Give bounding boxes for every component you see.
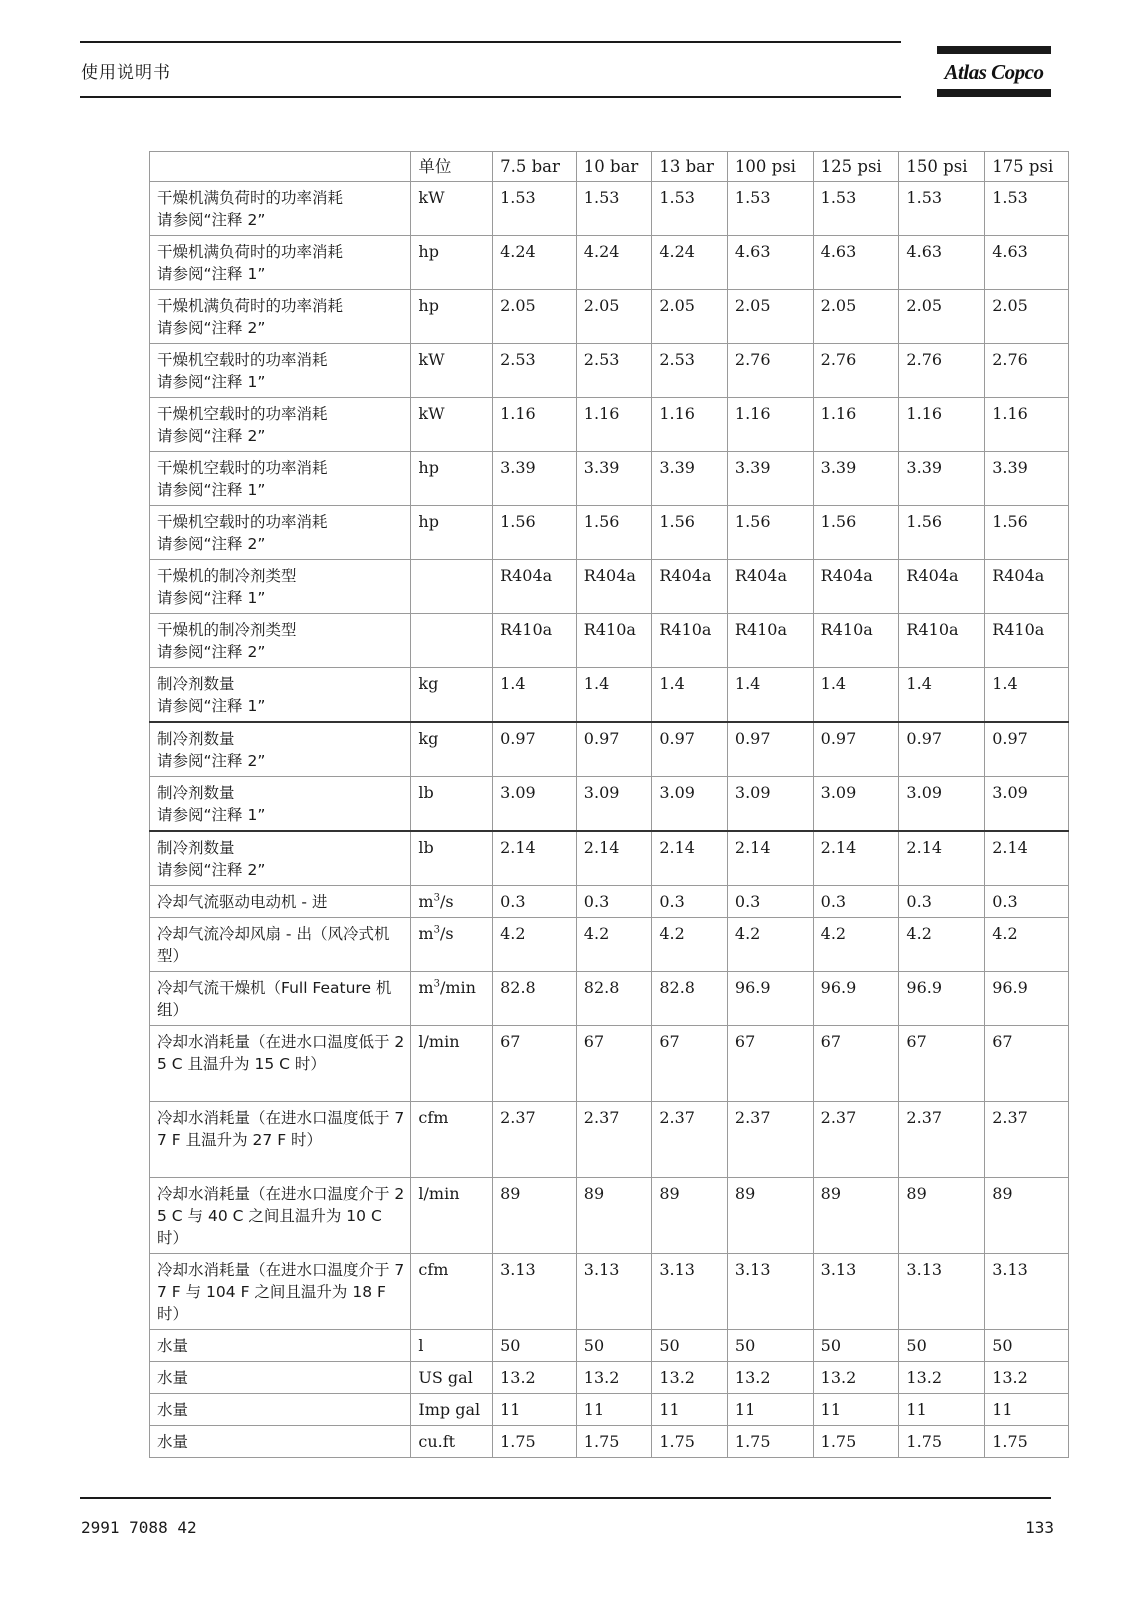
value-cell: 1.16 (493, 398, 577, 452)
value-cell: 67 (493, 1026, 577, 1102)
value-cell: 0.3 (576, 886, 652, 918)
header-cell: 175 psi (985, 152, 1069, 182)
value-cell: 50 (493, 1330, 577, 1362)
value-cell: 3.13 (899, 1254, 985, 1330)
value-cell: 1.53 (813, 182, 899, 236)
value-cell: 13.2 (652, 1362, 728, 1394)
value-cell: 3.13 (493, 1254, 577, 1330)
parameter-cell: 干燥机满负荷时的功率消耗 请参阅“注释 1” (150, 236, 411, 290)
table-row (150, 452, 1069, 506)
value-cell: 89 (493, 1178, 577, 1254)
parameter-cell: 制冷剂数量 请参阅“注释 1” (150, 668, 411, 723)
footer-rule (80, 1497, 1051, 1499)
value-cell: 2.76 (985, 344, 1069, 398)
value-cell: 2.14 (985, 831, 1069, 886)
value-cell: 11 (576, 1394, 652, 1426)
table-row (150, 1426, 1069, 1458)
value-cell: 0.3 (652, 886, 728, 918)
value-cell: 2.76 (899, 344, 985, 398)
value-cell: 1.53 (652, 182, 728, 236)
parameter-cell: 冷却气流驱动电动机 - 进 (150, 886, 411, 918)
value-cell: 1.4 (727, 668, 813, 723)
value-cell: R410a (813, 614, 899, 668)
value-cell: 2.14 (727, 831, 813, 886)
value-cell: 1.53 (727, 182, 813, 236)
value-cell: 0.97 (493, 722, 577, 777)
value-cell: 13.2 (985, 1362, 1069, 1394)
value-cell: 2.05 (652, 290, 728, 344)
value-cell: 13.2 (727, 1362, 813, 1394)
value-cell: 0.97 (899, 722, 985, 777)
value-cell: 96.9 (727, 972, 813, 1026)
logo-wordmark: Atlas Copco (944, 60, 1044, 84)
value-cell: 3.09 (985, 777, 1069, 832)
header-top-rule (80, 41, 901, 43)
unit-base: m (418, 892, 434, 911)
value-cell: 3.09 (899, 777, 985, 832)
value-cell: R410a (493, 614, 577, 668)
value-cell: 96.9 (899, 972, 985, 1026)
value-cell: 3.39 (652, 452, 728, 506)
value-cell: 89 (813, 1178, 899, 1254)
value-cell: 1.4 (652, 668, 728, 723)
table-row (150, 290, 1069, 344)
value-cell: 2.05 (985, 290, 1069, 344)
unit-cell: l/min (411, 1026, 493, 1102)
value-cell: R404a (899, 560, 985, 614)
value-cell: R404a (985, 560, 1069, 614)
value-cell: 4.24 (576, 236, 652, 290)
value-cell: 2.14 (813, 831, 899, 886)
value-cell: 1.16 (813, 398, 899, 452)
value-cell: 0.97 (652, 722, 728, 777)
table-row (150, 1330, 1069, 1362)
parameter-cell: 制冷剂数量 请参阅“注释 2” (150, 722, 411, 777)
value-cell: 1.75 (727, 1426, 813, 1458)
header-cell: 13 bar (652, 152, 728, 182)
value-cell: 2.14 (493, 831, 577, 886)
unit-cell: hp (411, 506, 493, 560)
value-cell: 11 (813, 1394, 899, 1426)
unit-cell: kg (411, 668, 493, 723)
value-cell: 82.8 (493, 972, 577, 1026)
value-cell: R404a (813, 560, 899, 614)
value-cell: 50 (985, 1330, 1069, 1362)
value-cell: 3.13 (576, 1254, 652, 1330)
value-cell: 3.13 (813, 1254, 899, 1330)
parameter-cell: 冷却水消耗量（在进水口温度低于 25 C 且温升为 15 C 时） (150, 1026, 411, 1102)
value-cell: 1.4 (813, 668, 899, 723)
value-cell: 2.05 (813, 290, 899, 344)
value-cell: 2.37 (727, 1102, 813, 1178)
unit-cell: kW (411, 398, 493, 452)
value-cell: R404a (493, 560, 577, 614)
unit-cell (411, 614, 493, 668)
parameter-cell: 水量 (150, 1330, 411, 1362)
unit-cell: US gal (411, 1362, 493, 1394)
value-cell: 11 (493, 1394, 577, 1426)
table-row (150, 1254, 1069, 1330)
value-cell: 50 (899, 1330, 985, 1362)
parameter-cell: 水量 (150, 1362, 411, 1394)
value-cell: 0.3 (727, 886, 813, 918)
value-cell: 2.05 (899, 290, 985, 344)
value-cell: 67 (727, 1026, 813, 1102)
header-cell: 150 psi (899, 152, 985, 182)
value-cell: 1.4 (576, 668, 652, 723)
value-cell: 1.56 (727, 506, 813, 560)
value-cell: 1.53 (493, 182, 577, 236)
unit-base: m (418, 924, 434, 943)
unit-cell (411, 886, 493, 918)
value-cell: 4.24 (493, 236, 577, 290)
parameter-cell: 干燥机的制冷剂类型 请参阅“注释 1” (150, 560, 411, 614)
parameter-cell: 冷却气流干燥机（Full Feature 机组） (150, 972, 411, 1026)
value-cell: R410a (652, 614, 728, 668)
value-cell: 1.53 (576, 182, 652, 236)
value-cell: 89 (652, 1178, 728, 1254)
unit-cell: hp (411, 452, 493, 506)
table-row (150, 777, 1069, 832)
header-cell: 10 bar (576, 152, 652, 182)
value-cell: 3.09 (493, 777, 577, 832)
value-cell: 67 (576, 1026, 652, 1102)
value-cell: 2.37 (652, 1102, 728, 1178)
value-cell: 89 (576, 1178, 652, 1254)
value-cell: 3.13 (985, 1254, 1069, 1330)
value-cell: 3.09 (813, 777, 899, 832)
value-cell: 1.53 (985, 182, 1069, 236)
value-cell: 4.2 (576, 918, 652, 972)
table-row (150, 1178, 1069, 1254)
unit-exponent: 3 (433, 924, 440, 936)
value-cell: 1.16 (985, 398, 1069, 452)
table-row (150, 1026, 1069, 1102)
unit-cell: cu.ft (411, 1426, 493, 1458)
unit-cell: cfm (411, 1254, 493, 1330)
value-cell: 67 (985, 1026, 1069, 1102)
value-cell: R404a (576, 560, 652, 614)
value-cell: 0.3 (899, 886, 985, 918)
value-cell: 3.39 (985, 452, 1069, 506)
unit-cell (411, 972, 493, 1026)
header-bottom-rule (80, 96, 901, 98)
unit-tail: /min (439, 978, 476, 997)
value-cell: 3.39 (727, 452, 813, 506)
value-cell: 4.63 (985, 236, 1069, 290)
value-cell: 1.16 (576, 398, 652, 452)
value-cell: 2.76 (813, 344, 899, 398)
parameter-cell: 冷却水消耗量（在进水口温度介于 77 F 与 104 F 之间且温升为 18 F 时） (150, 1254, 411, 1330)
table-row (150, 614, 1069, 668)
value-cell: 1.4 (493, 668, 577, 723)
value-cell: 11 (899, 1394, 985, 1426)
value-cell: 0.97 (727, 722, 813, 777)
value-cell: 1.16 (727, 398, 813, 452)
table-row (150, 972, 1069, 1026)
value-cell: 2.53 (576, 344, 652, 398)
value-cell: 1.56 (813, 506, 899, 560)
unit-cell (411, 560, 493, 614)
parameter-cell: 冷却气流冷却风扇 - 出（风冷式机型） (150, 918, 411, 972)
value-cell: 1.75 (576, 1426, 652, 1458)
value-cell: 1.75 (652, 1426, 728, 1458)
unit-cell: hp (411, 290, 493, 344)
unit-tail: /s (439, 924, 454, 943)
parameter-cell: 冷却水消耗量（在进水口温度低于 77 F 且温升为 27 F 时） (150, 1102, 411, 1178)
parameter-cell: 干燥机空载时的功率消耗 请参阅“注释 2” (150, 398, 411, 452)
parameter-cell: 水量 (150, 1426, 411, 1458)
unit-cell: kg (411, 722, 493, 777)
value-cell: 1.16 (899, 398, 985, 452)
header-cell: 单位 (411, 152, 493, 182)
table-row (150, 182, 1069, 236)
parameter-cell: 干燥机的制冷剂类型 请参阅“注释 2” (150, 614, 411, 668)
table-row (150, 1394, 1069, 1426)
value-cell: R410a (899, 614, 985, 668)
value-cell: 2.37 (899, 1102, 985, 1178)
parameter-cell: 冷却水消耗量（在进水口温度介于 25 C 与 40 C 之间且温升为 10 C 时） (150, 1178, 411, 1254)
value-cell: 2.37 (985, 1102, 1069, 1178)
value-cell: 96.9 (985, 972, 1069, 1026)
unit-exponent: 3 (433, 892, 440, 904)
value-cell: 1.56 (985, 506, 1069, 560)
value-cell: 4.63 (813, 236, 899, 290)
value-cell: 2.76 (727, 344, 813, 398)
table-row (150, 344, 1069, 398)
value-cell: 50 (652, 1330, 728, 1362)
value-cell: 1.4 (985, 668, 1069, 723)
value-cell: 1.56 (899, 506, 985, 560)
value-cell: 2.37 (493, 1102, 577, 1178)
value-cell: 3.39 (493, 452, 577, 506)
value-cell: 1.75 (813, 1426, 899, 1458)
table-row (150, 668, 1069, 723)
unit-cell: l (411, 1330, 493, 1362)
value-cell: 1.75 (493, 1426, 577, 1458)
value-cell: 89 (985, 1178, 1069, 1254)
value-cell: 1.75 (985, 1426, 1069, 1458)
value-cell: 3.39 (813, 452, 899, 506)
value-cell: 3.13 (727, 1254, 813, 1330)
parameter-cell: 干燥机满负荷时的功率消耗 请参阅“注释 2” (150, 290, 411, 344)
value-cell: 2.37 (813, 1102, 899, 1178)
value-cell: 4.24 (652, 236, 728, 290)
table-row (150, 236, 1069, 290)
value-cell: 2.05 (576, 290, 652, 344)
unit-cell: l/min (411, 1178, 493, 1254)
parameter-cell: 干燥机空载时的功率消耗 请参阅“注释 1” (150, 344, 411, 398)
value-cell: 1.75 (899, 1426, 985, 1458)
value-cell: 0.97 (813, 722, 899, 777)
table-row (150, 722, 1069, 777)
logo-top-bar (937, 46, 1051, 54)
value-cell: 4.2 (493, 918, 577, 972)
value-cell: 0.3 (493, 886, 577, 918)
value-cell: 2.37 (576, 1102, 652, 1178)
value-cell: 11 (727, 1394, 813, 1426)
unit-cell (411, 918, 493, 972)
table-row (150, 560, 1069, 614)
value-cell: 1.56 (493, 506, 577, 560)
value-cell: 13.2 (493, 1362, 577, 1394)
value-cell: 96.9 (813, 972, 899, 1026)
value-cell: 2.14 (652, 831, 728, 886)
value-cell: 2.14 (576, 831, 652, 886)
value-cell: 82.8 (576, 972, 652, 1026)
value-cell: 13.2 (813, 1362, 899, 1394)
unit-cell: lb (411, 777, 493, 832)
value-cell: R404a (727, 560, 813, 614)
unit-cell: kW (411, 344, 493, 398)
atlas-copco-logo (937, 46, 1051, 100)
table-header-row (150, 152, 1069, 182)
value-cell: 13.2 (576, 1362, 652, 1394)
unit-cell: lb (411, 831, 493, 886)
value-cell: 11 (652, 1394, 728, 1426)
value-cell: 1.16 (652, 398, 728, 452)
value-cell: 67 (813, 1026, 899, 1102)
value-cell: 50 (813, 1330, 899, 1362)
value-cell: 0.97 (576, 722, 652, 777)
value-cell: 3.09 (576, 777, 652, 832)
table-row (150, 1102, 1069, 1178)
value-cell: 2.05 (727, 290, 813, 344)
value-cell: 67 (652, 1026, 728, 1102)
value-cell: 3.39 (899, 452, 985, 506)
value-cell: R410a (727, 614, 813, 668)
value-cell: R410a (576, 614, 652, 668)
parameter-cell: 干燥机满负荷时的功率消耗 请参阅“注释 2” (150, 182, 411, 236)
parameter-cell: 水量 (150, 1394, 411, 1426)
table-row (150, 398, 1069, 452)
value-cell: 4.2 (813, 918, 899, 972)
value-cell: 2.53 (652, 344, 728, 398)
value-cell: 3.09 (727, 777, 813, 832)
unit-base: m (418, 978, 434, 997)
value-cell: 3.13 (652, 1254, 728, 1330)
value-cell: 89 (727, 1178, 813, 1254)
header-cell (150, 152, 411, 182)
table-row (150, 918, 1069, 972)
value-cell: 1.56 (652, 506, 728, 560)
table-row (150, 1362, 1069, 1394)
value-cell: 2.05 (493, 290, 577, 344)
value-cell: 4.63 (727, 236, 813, 290)
value-cell: 67 (899, 1026, 985, 1102)
value-cell: R410a (985, 614, 1069, 668)
table-row (150, 506, 1069, 560)
value-cell: 4.2 (985, 918, 1069, 972)
value-cell: 50 (576, 1330, 652, 1362)
unit-tail: /s (439, 892, 454, 911)
value-cell: 11 (985, 1394, 1069, 1426)
parameter-cell: 制冷剂数量 请参阅“注释 2” (150, 831, 411, 886)
value-cell: 0.3 (813, 886, 899, 918)
value-cell: 4.2 (727, 918, 813, 972)
value-cell: 0.3 (985, 886, 1069, 918)
unit-cell: kW (411, 182, 493, 236)
value-cell: 3.39 (576, 452, 652, 506)
value-cell: 2.14 (899, 831, 985, 886)
value-cell: 0.97 (985, 722, 1069, 777)
document-number: 2991 7088 42 (81, 1518, 197, 1537)
parameter-cell: 干燥机空载时的功率消耗 请参阅“注释 2” (150, 506, 411, 560)
value-cell: 13.2 (899, 1362, 985, 1394)
unit-cell: hp (411, 236, 493, 290)
page-header-title: 使用说明书 (81, 63, 171, 83)
value-cell: R404a (652, 560, 728, 614)
value-cell: 1.56 (576, 506, 652, 560)
unit-exponent: 3 (433, 978, 440, 990)
value-cell: 2.53 (493, 344, 577, 398)
table-row (150, 886, 1069, 918)
unit-cell: cfm (411, 1102, 493, 1178)
value-cell: 82.8 (652, 972, 728, 1026)
value-cell: 4.2 (899, 918, 985, 972)
value-cell: 1.53 (899, 182, 985, 236)
parameter-cell: 干燥机空载时的功率消耗 请参阅“注释 1” (150, 452, 411, 506)
unit-cell: Imp gal (411, 1394, 493, 1426)
specification-table (149, 151, 1069, 1458)
header-cell: 125 psi (813, 152, 899, 182)
table-row (150, 831, 1069, 886)
value-cell: 1.4 (899, 668, 985, 723)
value-cell: 4.63 (899, 236, 985, 290)
value-cell: 50 (727, 1330, 813, 1362)
header-cell: 7.5 bar (493, 152, 577, 182)
header-cell: 100 psi (727, 152, 813, 182)
page-number: 133 (1025, 1518, 1054, 1537)
value-cell: 3.09 (652, 777, 728, 832)
parameter-cell: 制冷剂数量 请参阅“注释 1” (150, 777, 411, 832)
logo-bottom-bar (937, 89, 1051, 97)
value-cell: 89 (899, 1178, 985, 1254)
value-cell: 4.2 (652, 918, 728, 972)
